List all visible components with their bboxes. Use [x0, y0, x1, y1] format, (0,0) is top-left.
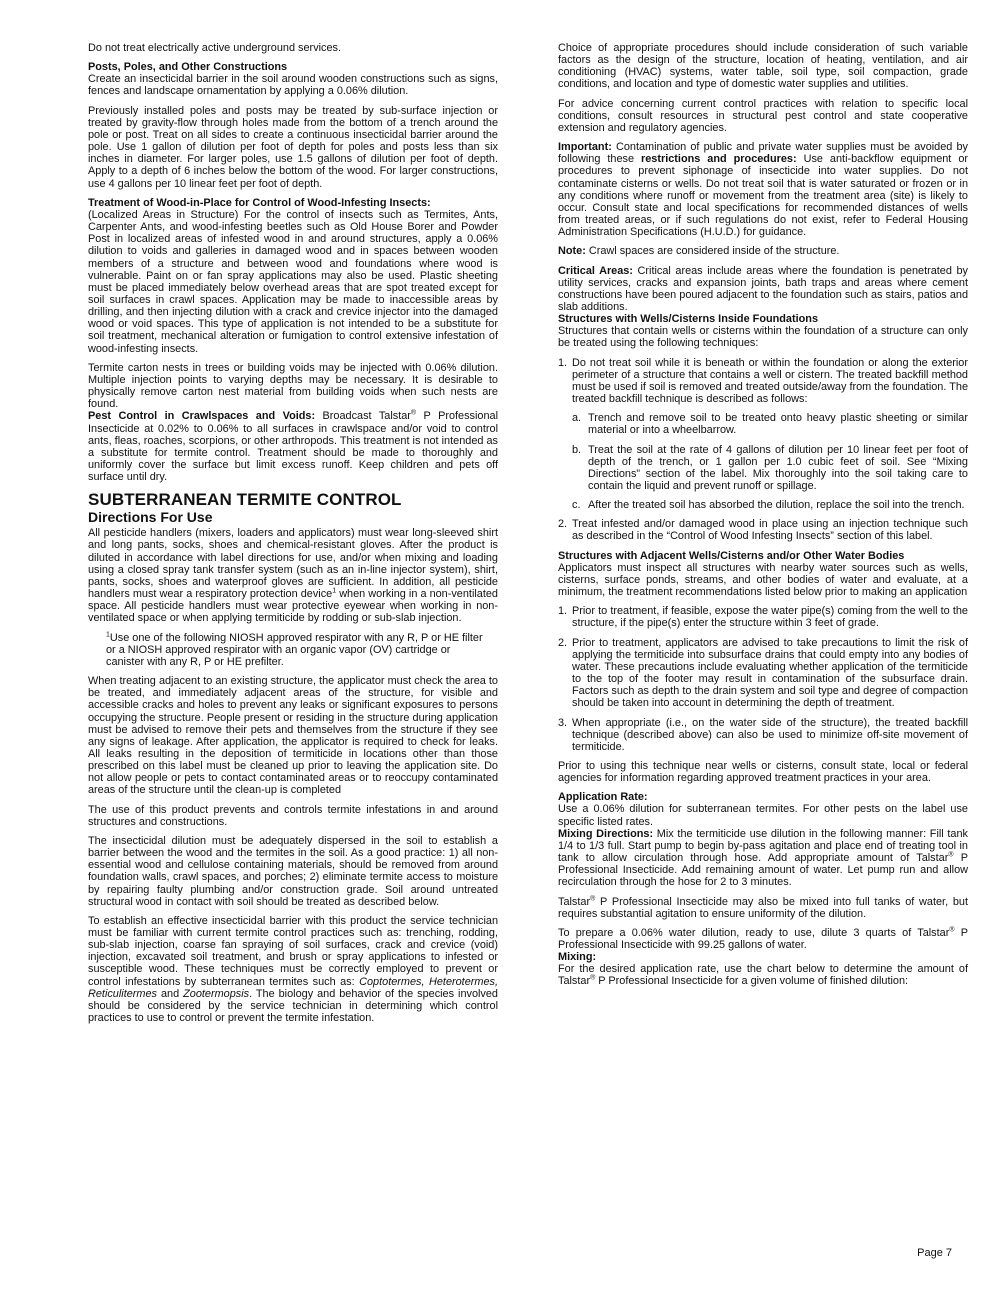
right-column [558, 42, 968, 995]
section-title: SUBTERRANEAN TERMITE CONTROL [88, 490, 402, 510]
paragraph-prior-technique: Prior to using this technique near wells or cisterns, consult state, local or federal agencies for information regarding approved treatment practices in your area. [558, 759, 968, 785]
left-column [88, 42, 498, 1031]
paragraph-barrier-practices: To establish an effective insecticidal barrier with this product the service technician must be familiar with current termite control practices such as: trenching, rodding, sub-slab injection, coarse fan spraying of soil surfaces, crack and crevice (void) injection, excavated soil treatment, and brush or spray applications to infested or susceptible wood. These techniques must be correctly employed to prevent or control infestations by subterranean termites such as: Coptotermes, Heterotermes, Reticulitermes and Zootermopsis. The biology and behavior of the species involved should be considered by the service technician in determining which control practices to use to control or prevent the termite infestation. [88, 914, 498, 1025]
paragraph-mixing-directions: Mixing Directions: Mix the termiticide use dilution in the following manner: Fill tank 1/4 to 1/3 full. Start pump to begin by-pass agitation and place end of treating tool in tank to allow circulation through hose. Add appropriate amount of Talstar® P Professional Insecticide. Add remaining amount of water. Let pump run and allow recirculation through the hose for 2 to 3 minutes. [558, 827, 968, 889]
paragraph-crawlspaces: Pest Control in Crawlspaces and Voids: Broadcast Talstar® P Professional Insecticide at 0.02% to 0.06% to all surfaces in crawlspace and/or void to control ants, fleas, roaches, scorpions, or other arthropods. This treatment is not intended as a substitute for termite control. Treatment should be made to thoroughly and uniformly cover the surface but limit excess runoff. Keep children and pets off surface until dry. [88, 409, 498, 484]
paragraph-full-tanks: Talstar® P Professional Insecticide may also be mixed into full tanks of water, but requires substantial agitation to ensure uniformity of the dilution. [558, 894, 968, 920]
paragraph-important: Important: Contamination of public and private water supplies must be avoided by following these restrictions and procedures: Use anti-backflow equipment or procedures to prevent siphonage of insecticide into water supplies. Do not contaminate cisterns or wells. Do not treat soil that is water saturated or frozen or in any conditions where runoff or movement from the treatment area (site) is likely to occur. Consult state and local specifications for recommended distances of wells from treated areas, or if such regulations do not exist, refer to Federal Housing Administration Specifications (H.U.D.) for guidance. [558, 141, 968, 239]
paragraph-critical-areas: Critical Areas: Critical areas include areas where the foundation is penetrated by utility services, cracks and expansion joints, bath traps and areas where cement constructions have been poured adjacent to the foundation such as stairs, patios and slab additions. [558, 264, 968, 313]
paragraph-advice: For advice concerning current control practices with relation to specific local conditions, consult resources in structural pest control and state cooperative extension and regulatory agencies. [558, 97, 968, 134]
paragraph-wells-inside: Structures that contain wells or cisterns within the foundation of a structure can only be treated using the following techniques: [558, 325, 968, 350]
heading-wells-inside: Structures with Wells/Cisterns Inside Foundations [558, 313, 819, 326]
heading-application-rate: Application Rate: [558, 791, 648, 804]
list-item: a. Trench and remove soil to be treated onto heavy plastic sheeting or similar material or into a wheelbarrow. [572, 412, 968, 437]
paragraph-adjacent-wells: Applicators must inspect all structures with nearby water sources such as wells, cisterns, surface ponds, streams, and other bodies of water and evaluate, at a minimum, the treatment recommendations listed below prior to making an application [558, 561, 968, 599]
list-item: 1. Prior to treatment, if feasible, expose the water pipe(s) coming from the well to the structure, if the pipe(s) enter the structure within 3 feet of grade. [558, 605, 968, 630]
paragraph-underground-services: Do not treat electrically active underground services. [88, 42, 342, 54]
list-item: b. Treat the soil at the rate of 4 gallons of dilution per 10 linear feet per foot of depth of the trench, or 1 gallon per 1.0 cubic feet of soil. See “Mixing Directions” section of the label. Mix thoroughly into the soil taking care to contain the liquid and prevent runoff or spillage. [572, 443, 968, 492]
paragraph-adjacent-structure: When treating adjacent to an existing structure, the applicator must check the area to be treated, and immediately adjacent areas of the structure, for visible and accessible cracks and holes to prevent any leaks or significant exposures to persons occupying the structure. People present or residing in the structure during application must be advised to remove their pets and themselves from the structure if they see any signs of leakage. After application, the applicator is required to check for leaks. All leaks resulting in the deposition of termiticide in locations other than those prescribed on this label must be cleaned up prior to leaving the application site. Do not allow people or pets to contact contaminated areas or to reoccupy contaminated areas of the structure until the clean-up is completed [88, 675, 498, 797]
paragraph-wood-in-place: (Localized Areas in Structure) For the control of insects such as Termites, Ants, Carpenter Ants, and wood-infesting beetles such as Old House Borer and Powder Post in localized areas of infested wood in and around structures, apply a 0.06% dilution to voids and galleries in damaged wood and in spaces between wooden members of a structure and between wood and foundations where wood is vulnerable. Paint on or fan spray applications may also be used. Plastic sheeting must be placed immediately below overhead areas that are spot treated except for soil surfaces in crawl spaces. Application may be made to inaccessible areas by drilling, and then injecting dilution with a crack and crevice injector into the damaged wood or void spaces. This type of application is not intended to be a substitute for soil treatment, mechanical alteration or fumigation to control extensive infestation of wood-infesting insects. [88, 208, 498, 355]
page-number: Page 7 [917, 1247, 952, 1259]
heading-posts-poles: Posts, Poles, and Other Constructions [88, 61, 288, 74]
list-item: 1. Do not treat soil while it is beneath or within the foundation or along the exterior perimeter of a structure that contains a well or cistern. The treated backfill method must be used if soil is removed and treated outside/away from the foundation. The treated backfill technique is described as follows: [558, 356, 968, 406]
paragraph-posts-2: Previously installed poles and posts may be treated by sub-surface injection or treated by gravity-flow through holes made from the bottom of a trench around the pole or post. Treat on all sides to create a continuous insecticidal barrier around the pole. Use 1 gallon of dilution per foot of depth for poles and posts less than six inches in diameter. For larger poles, use 1.5 gallons of dilution per foot of depth. Apply to a depth of 6 inches below the bottom of the wood. For larger constructions, use 4 gallons per 10 linear feet per foot of depth. [88, 104, 498, 190]
list-item: 2. Treat infested and/or damaged wood in place using an injection technique such as described in the “Control of Wood Infesting Insects” section of this label. [558, 518, 968, 543]
paragraph-application-rate: Use a 0.06% dilution for subterranean termites. For other pests on the label use specific listed rates. [558, 803, 968, 828]
paragraph-posts-1: Create an insecticidal barrier in the soil around wooden constructions such as signs, fences and landscape ornamentation by applying a 0.06% dilution. [88, 73, 498, 98]
paragraph-mixing-chart: For the desired application rate, use the chart below to determine the amount of Talstar® P Professional Insecticide for a given volume of finished dilution: [558, 963, 968, 988]
paragraph-carton-nests: Termite carton nests in trees or building voids may be injected with 0.06% dilution. Multiple injection points to varying depths may be necessary. It is desirable to physically remove carton nest material from building voids when such nests are found. [88, 361, 498, 411]
paragraph-choice-procedures: Choice of appropriate procedures should include consideration of such variable factors as the design of the structure, location of heating, ventilation, and air conditioning (HVAC) systems, water table, soil type, soil compaction, grade conditions, and location and type of domestic water supplies and utilities. [558, 42, 968, 91]
paragraph-handlers: All pesticide handlers (mixers, loaders and applicators) must wear long-sleeved shirt and long pants, socks, shoes and chemical-resistant gloves. After the product is diluted in accordance with label directions for use, and/or when mixing and loading using a closed spray tank transfer system (such as an in-line injector system), shirt, pants, socks, shoes and waterproof gloves are sufficient. In addition, all pesticide handlers must wear a respiratory protection device$^1$ when working in a non-ventilated space. All pesticide handlers must wear protective eyewear when working in non-ventilated space or when applying termiticide by rodding or sub-slab injection. [88, 527, 498, 625]
section-subtitle: Directions For Use [88, 509, 213, 526]
heading-adjacent-wells: Structures with Adjacent Wells/Cisterns and/or Other Water Bodies [558, 549, 905, 562]
list-item: 3. When appropriate (i.e., on the water side of the structure), the treated backfill technique (described above) can also be used to minimize off-site movement of termiticide. [558, 716, 968, 753]
heading-mixing: Mixing: [558, 951, 597, 964]
list-item: 2. Prior to treatment, applicators are advised to take precautions to limit the risk of applying the termiticide into subsurface drains that could empty into any bodies of water. These precautions include evaluating whether application of the termiticide to the top of the footer may result in contamination of the subsurface drain. Factors such as depth to the drain system and soil type and degree of compaction should be taken into account in determining the depth of treatment. [558, 636, 968, 710]
list-item: c. After the treated soil has absorbed the dilution, replace the soil into the trench. [572, 499, 965, 512]
paragraph-dispersion: The insecticidal dilution must be adequately dispersed in the soil to establish a barrier between the wood and the termites in the soil. As a good practice: 1) all non-essential wood and cellulose containing materials, should be removed from around foundation walls, crawl spaces, and porches; 2) eliminate termite access to moisture by repairing faulty plumbing and/or construction grade. Soil around untreated structural wood in contact with soil should be treated as described below. [88, 834, 498, 908]
paragraph-use-product: The use of this product prevents and controls termite infestations in and around structures and constructions. [88, 803, 498, 828]
paragraph-note: Note: Crawl spaces are considered inside of the structure. [558, 245, 840, 258]
paragraph-prepare-dilution: To prepare a 0.06% water dilution, ready to use, dilute 3 quarts of Talstar® P Professional Insecticide with 99.25 gallons of water. [558, 926, 968, 951]
footnote-respirator: $^1$Use one of the following NIOSH approved respirator with any R, P or HE filter or a NIOSH approved respirator with an organic vapor (OV) cartridge or canister with any R, P or HE prefilter. [106, 630, 483, 668]
heading-wood-in-place: Treatment of Wood-in-Place for Control of Wood-Infesting Insects: [88, 196, 431, 209]
heading-crawlspaces: Pest Control in Crawlspaces and Voids: [88, 410, 316, 423]
